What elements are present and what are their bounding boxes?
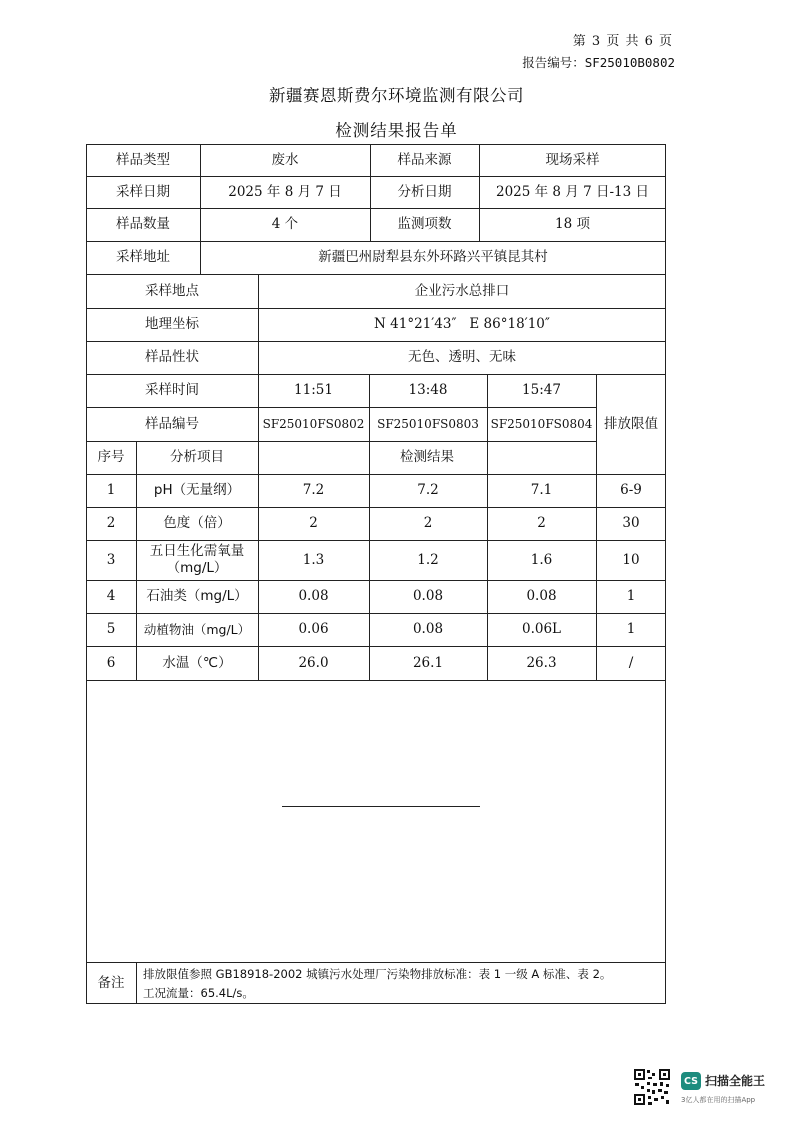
row-value-1: 26.0 [298, 654, 329, 671]
row-item: 水温（℃） [162, 654, 232, 671]
row-limit: / [628, 654, 634, 671]
report-number: 报告编号：SF25010B0802 [522, 55, 675, 70]
row-value-2: 1.2 [417, 551, 439, 568]
scanner-watermark [633, 1068, 783, 1112]
row-value-3: 2 [537, 515, 546, 532]
row-no: 2 [106, 515, 116, 532]
sampling-point-label: 采样地点 [145, 282, 199, 299]
result-header: 检测结果 [400, 449, 454, 466]
row-value-1: 0.08 [298, 588, 329, 605]
notes-label: 备注 [97, 974, 125, 991]
row-limit: 6-9 [620, 482, 642, 499]
sampling-time-1: 11:51 [294, 382, 333, 399]
row-value-1: 1.3 [302, 551, 325, 568]
appearance-label: 样品性状 [145, 349, 199, 366]
row-value-3: 0.06L [521, 621, 562, 638]
analysis-date-label: 分析日期 [397, 183, 452, 200]
address-value: 新疆巴州尉犁县东外环路兴平镇昆其村 [318, 249, 548, 266]
company-name: 新疆赛恩斯费尔环境监测有限公司 [269, 86, 524, 105]
row-value-1: 7.2 [302, 482, 325, 499]
row-limit: 1 [626, 621, 636, 638]
limit-header: 排放限值 [604, 415, 658, 432]
row-item: 色度（倍） [163, 515, 231, 532]
row-limit: 30 [622, 515, 640, 532]
sampling-date-value: 2025 年 8 月 7 日 [228, 183, 342, 200]
row-value-1: 2 [309, 515, 318, 532]
address-label: 采样地址 [116, 249, 170, 266]
sampling-time-3: 15:47 [522, 382, 561, 399]
notes-line-1: 排放限值参照 GB18918-2002 城镇污水处理厂污染物排放标准：表 1 一级 A 标准、表 2。 [143, 967, 612, 981]
item-count-value: 18 项 [555, 216, 590, 233]
page-number: 第 3 页 共 6 页 [572, 34, 673, 49]
row-value-2: 2 [423, 515, 433, 532]
row-value-2: 0.08 [412, 588, 444, 605]
sample-type-value: 废水 [271, 151, 299, 168]
sampling-date-label: 采样日期 [116, 183, 170, 200]
row-item: 石油类（mg/L） [146, 588, 248, 605]
sample-id-3: SF25010FS0804 [490, 416, 593, 431]
row-value-2: 0.08 [412, 621, 444, 638]
end-line [282, 806, 480, 807]
row-value-2: 7.2 [417, 482, 439, 499]
coordinates-label: 地理坐标 [145, 316, 199, 333]
row-no: 1 [106, 482, 116, 499]
item-count-label: 监测项数 [397, 216, 452, 233]
row-limit: 10 [622, 551, 640, 568]
document-title: 检测结果报告单 [335, 121, 458, 140]
camscanner-tagline: 3亿人都在用的扫描App [681, 1096, 756, 1104]
row-no: 4 [106, 588, 116, 605]
notes-line-2: 工况流量：65.4L/s。 [143, 986, 254, 1000]
camscanner-logo-icon: CS [681, 1072, 701, 1090]
sample-count-label: 样品数量 [116, 216, 170, 233]
sample-id-2: SF25010FS0803 [377, 416, 479, 431]
notes-text [143, 965, 663, 1003]
sample-type-label: 样品类型 [116, 151, 170, 168]
row-item: 五日生化需氧量（mg/L） [149, 543, 245, 576]
camscanner-name: 扫描全能王 [705, 1074, 766, 1088]
row-value-3: 0.08 [526, 588, 557, 605]
row-value-1: 0.06 [298, 621, 329, 638]
sampling-time-2: 13:48 [408, 382, 448, 399]
seq-header: 序号 [97, 449, 125, 466]
row-item: pH（无量纲） [153, 482, 241, 499]
row-limit: 1 [626, 588, 636, 605]
sample-id-label: 样品编号 [145, 415, 199, 432]
appearance-value: 无色、透明、无味 [408, 349, 516, 366]
sampling-point-value: 企业污水总排口 [414, 282, 510, 299]
sample-count-value: 4 个 [271, 216, 299, 233]
analysis-date-value: 2025 年 8 月 7 日-13 日 [495, 183, 650, 200]
row-value-2: 26.1 [412, 654, 444, 671]
row-no: 6 [106, 654, 116, 671]
row-value-3: 1.6 [530, 551, 553, 568]
coordinates-value: N 41°21′43″ E 86°18′10″ [374, 316, 550, 333]
sample-source-label: 样品来源 [397, 151, 452, 168]
row-item: 动植物油（mg/L） [143, 621, 251, 637]
row-value-3: 7.1 [530, 482, 553, 499]
row-no: 5 [106, 621, 116, 638]
qr-code-icon [633, 1068, 671, 1106]
sample-id-1: SF25010FS0802 [262, 416, 365, 431]
row-no: 3 [106, 551, 116, 568]
item-header: 分析项目 [170, 449, 224, 466]
sampling-time-label: 采样时间 [145, 382, 199, 399]
row-value-3: 26.3 [526, 654, 557, 671]
sample-source-value: 现场采样 [545, 151, 600, 168]
